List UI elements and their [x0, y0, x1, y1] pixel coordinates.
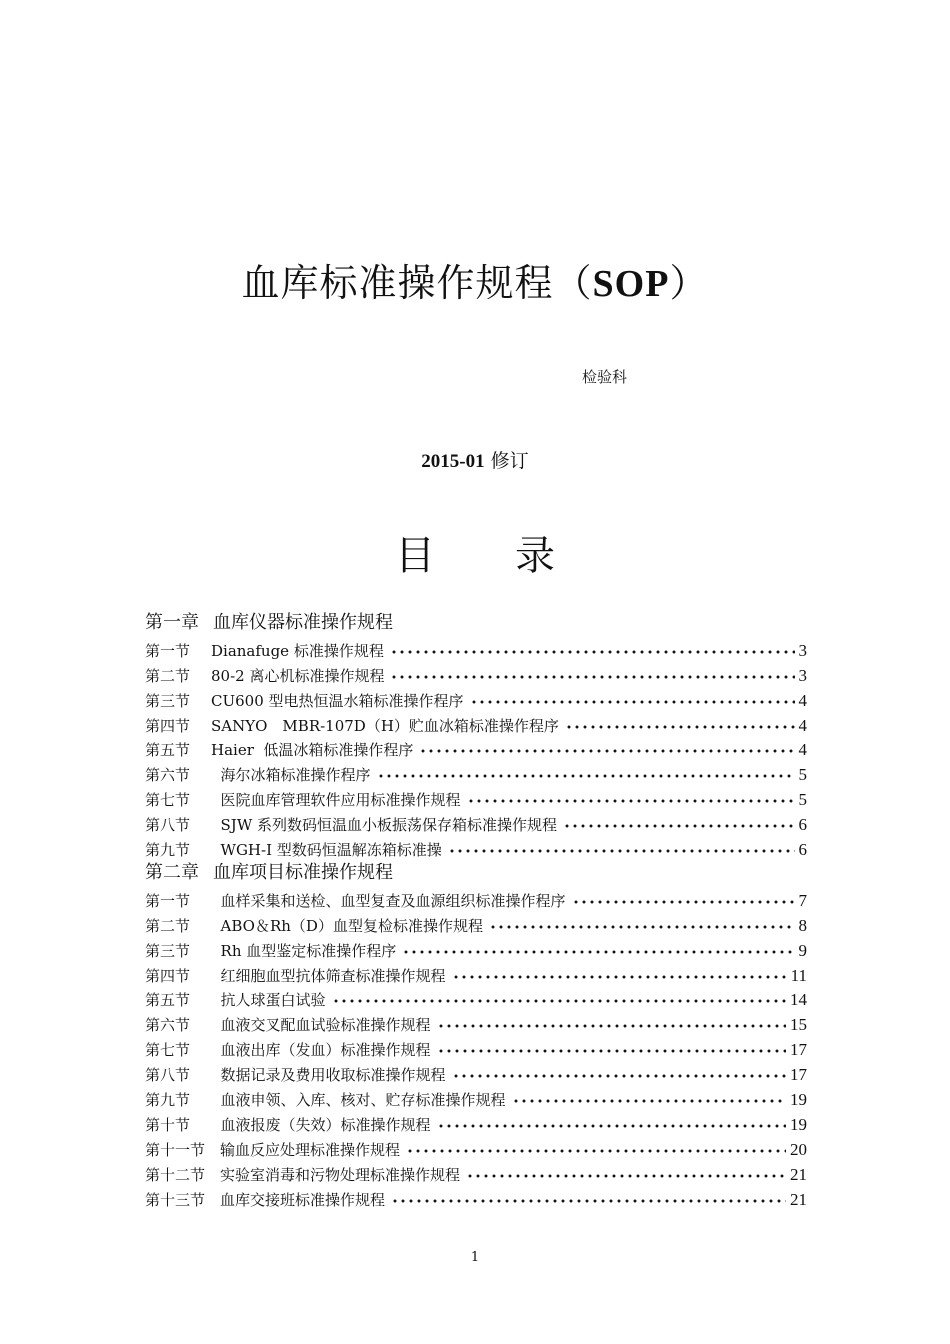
- toc-entry[interactable]: [145, 961, 807, 986]
- section-number: 第二节: [145, 666, 191, 685]
- section-page-number: 17: [790, 1065, 807, 1085]
- section-page-number: 14: [790, 990, 807, 1010]
- section-title: CU600 型电热恒温水箱标准操作程序: [211, 691, 464, 710]
- section-page-number: 3: [798, 665, 807, 685]
- section-number: 第一节: [145, 891, 191, 910]
- section-number: 第五节: [145, 741, 191, 760]
- section-title: Dianafuge 标准操作规程: [211, 641, 384, 660]
- toc-entry[interactable]: [145, 686, 807, 711]
- toc-entry[interactable]: [145, 1110, 807, 1135]
- dot-leader: [419, 746, 794, 756]
- dot-leader: [437, 1121, 786, 1131]
- toc-heading-char-1: 目: [395, 533, 435, 579]
- section-page-number: 3: [798, 640, 807, 660]
- title-text: 血库标准操作规程（: [241, 261, 593, 305]
- toc-entry[interactable]: [145, 636, 807, 661]
- section-page-number: 6: [798, 840, 807, 860]
- section-number: 第四节: [145, 716, 191, 735]
- section-page-number: 19: [790, 1114, 807, 1134]
- dot-leader: [402, 947, 794, 957]
- section-number: 第六节: [145, 766, 191, 785]
- section-title: 血液出库（发血）标准操作规程: [211, 1041, 431, 1060]
- section-title: WGH-I 型数码恒温解冻箱标准操: [211, 841, 442, 860]
- revision-line: [0, 448, 950, 475]
- dot-leader: [470, 697, 795, 707]
- chapter-number: 第二章: [145, 862, 199, 884]
- section-number: 第八节: [145, 816, 191, 835]
- dot-leader: [572, 897, 795, 907]
- title-abbreviation: SOP: [592, 263, 670, 305]
- section-page-number: 11: [790, 965, 807, 985]
- section-number: 第三节: [145, 941, 191, 960]
- section-title: 血液报废（失效）标准操作规程: [211, 1115, 431, 1134]
- section-number: 第七节: [145, 1041, 191, 1060]
- section-title: 红细胞血型抗体筛查标准操作规程: [211, 966, 446, 985]
- chapter-title: 血库项目标准操作规程: [213, 862, 393, 884]
- document-title: [0, 256, 950, 311]
- department-label: 检验科: [582, 368, 628, 386]
- section-number: 第十节: [145, 1115, 191, 1134]
- toc-entry[interactable]: [145, 1160, 807, 1185]
- section-number: 第八节: [145, 1066, 191, 1085]
- dot-leader: [406, 1146, 786, 1156]
- section-title: 80-2 离心机标准操作规程: [211, 666, 385, 685]
- dot-leader: [332, 996, 786, 1006]
- section-page-number: 8: [798, 915, 807, 935]
- title-close: ）: [669, 261, 709, 305]
- dot-leader: [452, 972, 787, 982]
- section-page-number: 15: [790, 1015, 807, 1035]
- toc-entry[interactable]: [145, 785, 807, 810]
- toc-entry[interactable]: [145, 711, 807, 736]
- toc-entry[interactable]: [145, 986, 807, 1011]
- section-number: 第一节: [145, 641, 191, 660]
- section-title: 数据记录及费用收取标准操作规程: [211, 1066, 446, 1085]
- section-number: 第二节: [145, 916, 191, 935]
- dot-leader: [390, 672, 794, 682]
- table-of-contents: [145, 610, 807, 1210]
- dot-leader: [437, 1021, 786, 1031]
- toc-entry[interactable]: [145, 1085, 807, 1110]
- toc-entry[interactable]: [145, 1135, 807, 1160]
- section-page-number: 21: [790, 1164, 807, 1184]
- dot-leader: [466, 1171, 786, 1181]
- toc-entry[interactable]: [145, 760, 807, 785]
- toc-entry[interactable]: [145, 661, 807, 686]
- section-number: 第十一节: [145, 1140, 206, 1159]
- dot-leader: [565, 722, 795, 732]
- toc-entry[interactable]: [145, 936, 807, 961]
- section-page-number: 5: [798, 790, 807, 810]
- chapter-title: 血库仪器标准操作规程: [213, 612, 393, 633]
- section-title: Haier 低温冰箱标准操作程序: [211, 741, 414, 760]
- toc-chapter: [145, 860, 807, 886]
- section-number: 第四节: [145, 966, 191, 985]
- section-number: 第十二节: [145, 1165, 206, 1184]
- section-title: 海尔冰箱标准操作程序: [211, 766, 371, 785]
- section-title: SANYO MBR-107D（H）贮血冰箱标准操作程序: [211, 716, 559, 735]
- dot-leader: [512, 1096, 786, 1106]
- section-number: 第九节: [145, 841, 191, 860]
- toc-entry[interactable]: [145, 1060, 807, 1085]
- section-page-number: 4: [798, 715, 807, 735]
- section-title: 血库交接班标准操作规程: [220, 1190, 386, 1209]
- dot-leader: [467, 796, 795, 806]
- page-number: 1: [470, 1250, 480, 1265]
- revision-year: 2015-01: [421, 451, 485, 472]
- section-page-number: 20: [790, 1139, 807, 1159]
- section-title: 抗人球蛋白试验: [211, 991, 326, 1010]
- section-title: 血液申领、入库、核对、贮存标准操作规程: [211, 1091, 506, 1110]
- dot-leader: [390, 647, 795, 657]
- dot-leader: [377, 771, 795, 781]
- toc-entry[interactable]: [145, 911, 807, 936]
- section-page-number: 4: [798, 740, 807, 760]
- section-title: 医院血库管理软件应用标准操作规程: [211, 791, 461, 810]
- chapter-number: 第一章: [145, 612, 199, 633]
- section-page-number: 21: [790, 1189, 807, 1209]
- section-page-number: 6: [798, 815, 807, 835]
- toc-chapter: [145, 610, 807, 636]
- toc-entry[interactable]: [145, 886, 807, 911]
- dot-leader: [563, 821, 794, 831]
- section-title: 实验室消毒和污物处理标准操作规程: [220, 1165, 461, 1184]
- section-title: ABO＆Rh（D）血型复检标准操作规程: [211, 916, 483, 935]
- dot-leader: [391, 1196, 786, 1206]
- section-title: SJW 系列数码恒温血小板振荡保存箱标准操作规程: [211, 816, 558, 835]
- section-page-number: 5: [798, 765, 807, 785]
- section-number: 第十三节: [145, 1190, 206, 1209]
- toc-entry[interactable]: [145, 736, 807, 761]
- dot-leader: [437, 1046, 786, 1056]
- section-page-number: 19: [790, 1090, 807, 1110]
- section-page-number: 9: [798, 940, 807, 960]
- section-page-number: 4: [798, 690, 807, 710]
- dot-leader: [452, 1071, 786, 1081]
- section-page-number: 17: [790, 1040, 807, 1060]
- section-title: 血液交叉配血试验标准操作规程: [211, 1016, 431, 1035]
- toc-entry[interactable]: [145, 1185, 807, 1210]
- section-title: Rh 血型鉴定标准操作程序: [211, 941, 397, 960]
- section-number: 第九节: [145, 1091, 191, 1110]
- section-page-number: 7: [798, 890, 807, 910]
- toc-entry[interactable]: [145, 1035, 807, 1060]
- dot-leader: [448, 846, 795, 856]
- toc-entry[interactable]: [145, 810, 807, 835]
- section-title: 血样采集和送检、血型复查及血源组织标准操作程序: [211, 891, 566, 910]
- section-title: 输血反应处理标准操作规程: [220, 1140, 401, 1159]
- revision-label: 修订: [490, 450, 529, 472]
- section-number: 第七节: [145, 791, 191, 810]
- section-number: 第六节: [145, 1016, 191, 1035]
- section-number: 第五节: [145, 991, 191, 1010]
- toc-entry[interactable]: [145, 1010, 807, 1035]
- toc-entry[interactable]: [145, 835, 807, 860]
- section-number: 第三节: [145, 691, 191, 710]
- dot-leader: [489, 922, 795, 932]
- toc-heading: [0, 528, 950, 584]
- toc-heading-char-2: 录: [515, 533, 555, 579]
